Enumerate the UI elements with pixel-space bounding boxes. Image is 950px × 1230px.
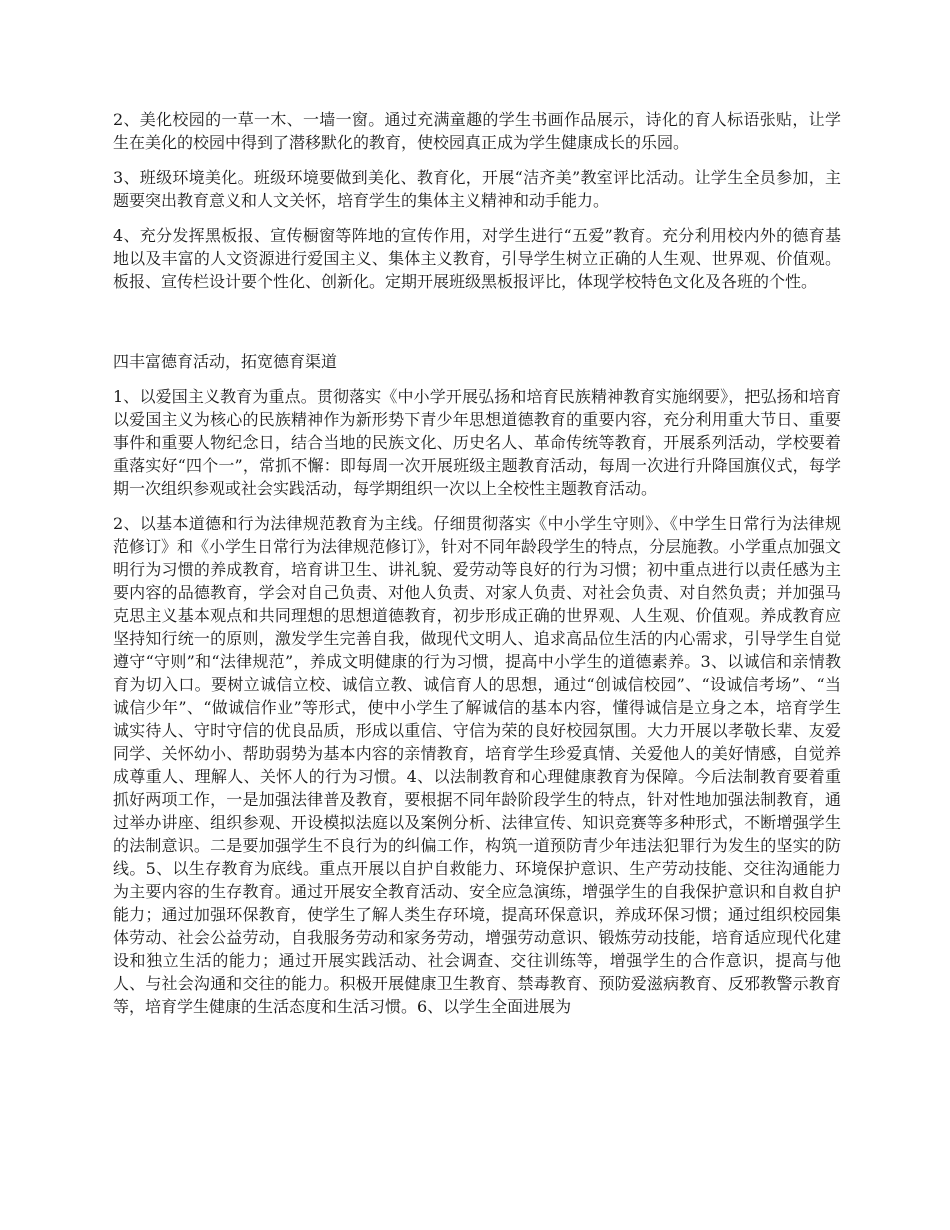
paragraph-blackboard-publicity: 4、充分发挥黑板报、宣传橱窗等阵地的宣传作用，对学生进行“五爱”教育。充分利用校内外的德育基地以及丰富的人文资源进行爱国主义、集体主义教育，引导学生树立正确的人生观、世界观、价值观。板报、宣传栏设计要个性化、创新化。定期开展班级黑板报评比，体现学校特色文化及各班的个性。: [113, 226, 841, 291]
document-body: [113, 108, 841, 1030]
paragraph-class-environment: 3、班级环境美化。班级环境要做到美化、教育化，开展“洁齐美”教室评比活动。让学生全员参加，主题要突出教育意义和人文关怀，培育学生的集体主义精神和动手能力。: [113, 168, 841, 210]
paragraph-patriotic-education: 1、以爱国主义教育为重点。贯彻落实《中小学开展弘扬和培育民族精神教育实施纲要》，把弘扬和培育以爱国主义为核心的民族精神作为新形势下青少年思想道德教育的重要内容，充分利用重大节日、重要事件和重要人物纪念日，结合当地的民族文化、历史名人、革命传统等教育，开展系列活动，学校要着重落实好“四个一”，常抓不懈：即每周一次开展班级主题教育活动，每周一次进行升降国旗仪式，每学期一次组织参观或社会实践活动，每学期组织一次以上全校性主题教育活动。: [113, 387, 841, 498]
section-heading: 四丰富德育活动，拓宽德育渠道: [113, 352, 338, 371]
paragraph-campus-beautify: 2、美化校园的一草一木、一墙一窗。通过充满童趣的学生书画作品展示，诗化的育人标语张贴，让学生在美化的校园中得到了潜移默化的教育，使校园真正成为学生健康成长的乐园。: [113, 110, 841, 152]
paragraph-moral-norms-education: 2、以基本道德和行为法律规范教育为主线。仔细贯彻落实《中小学生守则》、《中学生日常行为法律规范修订》和《小学生日常行为法律规范修订》，针对不同年龄段学生的特点，分层施教。小学重点加强文明行为习惯的养成教育，培育讲卫生、讲礼貌、爱劳动等良好的行为习惯；初中重点进行以责任感为主要内容的品德教育，学会对自己负责、对他人负责、对家人负责、对社会负责、对自然负责；并加强马克思主义基本观点和共同理想的思想道德教育，初步形成正确的世界观、人生观、价值观。养成教育应坚持知行统一的原则，激发学生完善自我，做现代文明人、追求高品位生活的内心需求，引导学生自觉遵守“守则”和“法律规范”，养成文明健康的行为习惯，提高中小学生的道德素养。3、以诚信和亲情教育为切入口。要树立诚信立校、诚信立教、诚信育人的思想，通过“创诚信校园”、“设诚信考场”、“当诚信少年”、“做诚信作业”等形式，使中小学生了解诚信的基本内容，懂得诚信是立身之本，培育学生诚实待人、守时守信的优良品质，形成以重信、守信为荣的良好校园氛围。大力开展以孝敬长辈、友爱同学、关怀幼小、帮助弱势为基本内容的亲情教育，培育学生珍爱真情、关爱他人的美好情感，自觉养成尊重人、理解人、关怀人的行为习惯。4、以法制教育和心理健康教育为保障。今后法制教育要着重抓好两项工作，一是加强法律普及教育，要根据不同年龄阶段学生的特点，针对性地加强法制教育，通过举办讲座、组织参观、开设模拟法庭以及案例分析、法律宣传、知识竞赛等多种形式，不断增强学生的法制意识。二是要加强学生不良行为的纠偏工作，构筑一道预防青少年违法犯罪行为发生的坚实的防线。5、以生存教育为底线。重点开展以自护自救能力、环境保护意识、生产劳动技能、交往沟通能力为主要内容的生存教育。通过开展安全教育活动、安全应急演练，增强学生的自我保护意识和自救自护能力；通过加强环保教育，使学生了解人类生存环境，提高环保意识，养成环保习惯；通过组织校园集体劳动、社会公益劳动，自我服务劳动和家务劳动，增强劳动意识、锻炼劳动技能，培育适应现代化建设和独立生活的能力；通过开展实践活动、社会调查、交往训练等，增强学生的合作意识，提高与他人、与社会沟通和交往的能力。积极开展健康卫生教育、禁毒教育、预防爱滋病教育、反邪教警示教育等，培育学生健康的生活态度和生活习惯。6、以学生全面进展为: [113, 514, 842, 1016]
